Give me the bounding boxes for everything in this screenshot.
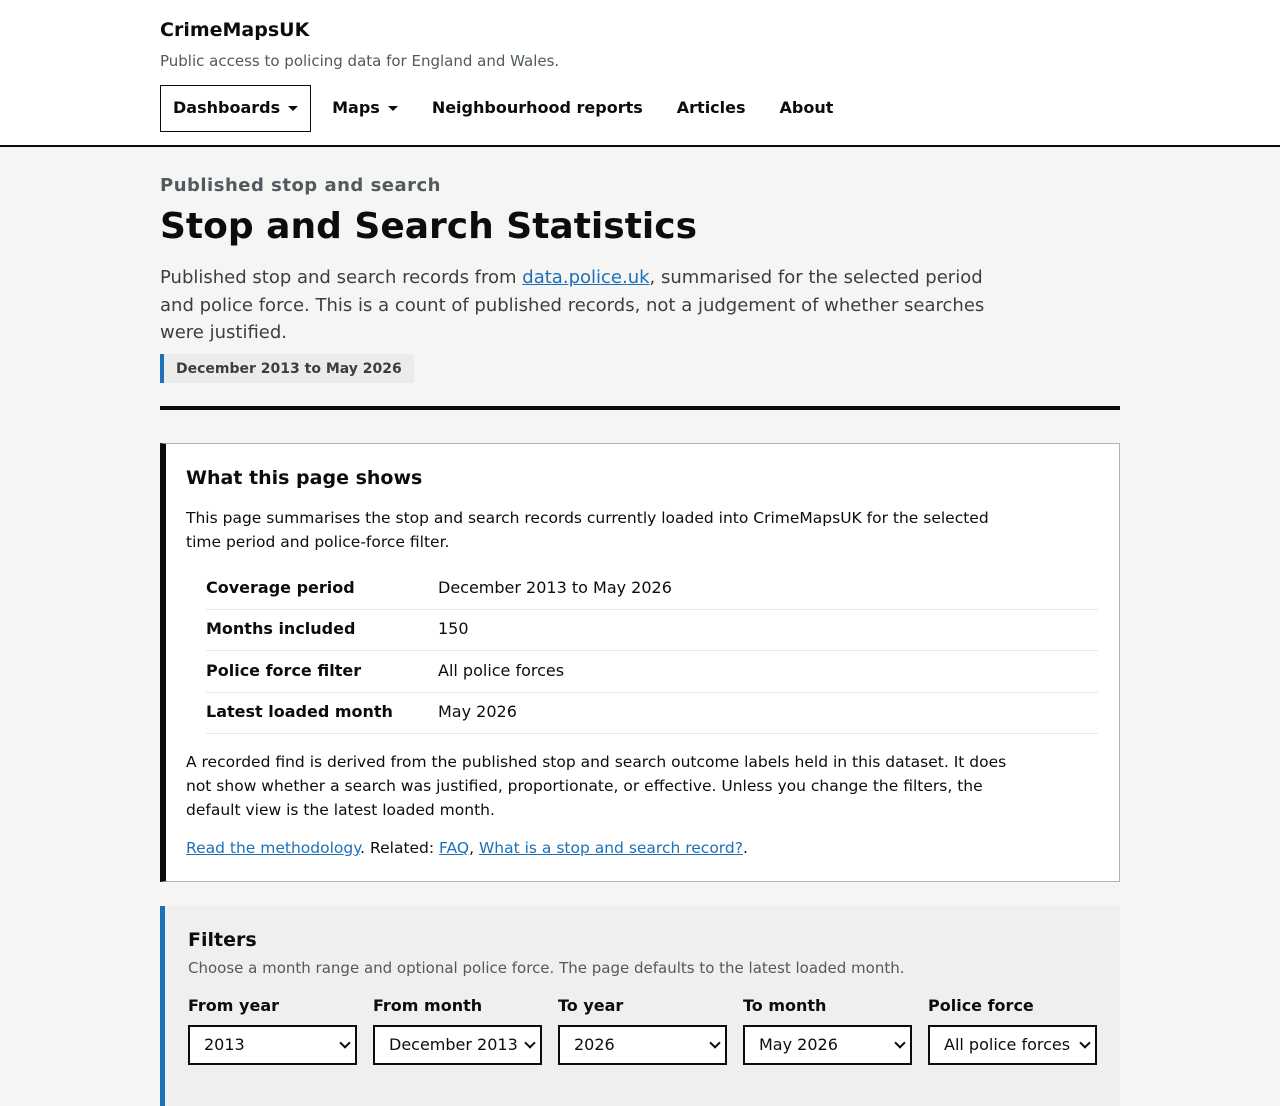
page-title: Stop and Search Statistics (160, 206, 698, 247)
chevron-down-icon (1079, 1037, 1090, 1048)
nav-neighbourhood-reports-label: Neighbourhood reports (431, 97, 643, 117)
to-month-label: To month (743, 996, 827, 1015)
site-title[interactable]: CrimeMapsUK (160, 19, 310, 41)
nav-about[interactable] (763, 85, 851, 132)
to-year-select[interactable] (558, 1025, 727, 1065)
nav-neighbourhood-reports[interactable] (415, 85, 660, 132)
data-police-link[interactable]: data.police.uk (522, 267, 650, 288)
nav-articles[interactable] (660, 85, 763, 132)
caret-down-icon (288, 106, 298, 111)
lead-text-after: , summarised for the selected period and police force. This is a count of published records, not a judgement of whether searches were justified. (160, 267, 985, 343)
faq-link[interactable]: FAQ (439, 839, 470, 857)
site-header (0, 0, 1280, 147)
from-year-value: 2013 (204, 1035, 245, 1054)
summary-value: 150 (438, 619, 469, 639)
what-this-page-shows-panel (160, 443, 1120, 882)
filter-from-year (188, 996, 373, 1065)
section-divider (160, 406, 1120, 410)
nav-maps-label: Maps (332, 97, 380, 117)
stop-search-record-link[interactable]: What is a stop and search record? (478, 839, 743, 857)
police-force-label: Police force (928, 996, 1034, 1015)
summary-row-latest-loaded-month (206, 693, 1098, 735)
main-nav (160, 85, 850, 132)
caret-down-icon (388, 106, 398, 111)
summary-row-months-included (206, 610, 1098, 652)
nav-articles-label: Articles (676, 97, 746, 117)
recorded-find-note: A recorded find is derived from the published stop and search outcome labels held in this dataset. It does not show whether a search was justified, proportionate, or effective. Unless you change the filters, the default view is the latest loaded month. (186, 753, 1007, 819)
page-eyebrow: Published stop and search (160, 175, 441, 196)
from-year-select[interactable] (188, 1025, 357, 1065)
nav-dashboards-label: Dashboards (173, 97, 281, 117)
chevron-down-icon (339, 1037, 350, 1048)
filters-hint: Choose a month range and optional police force. The page defaults to the latest loaded month. (188, 959, 905, 977)
from-month-select[interactable] (373, 1025, 542, 1065)
info-text: This page summarises the stop and search records currently loaded into CrimeMapsUK for the selected time period and police-force filter. (186, 509, 989, 551)
from-month-label: From month (373, 996, 483, 1015)
filter-to-month (743, 996, 928, 1065)
related-label: . Related: (360, 839, 440, 857)
summary-key: Coverage period (206, 577, 355, 597)
filter-from-month (373, 996, 558, 1065)
period-tag: December 2013 to May 2026 (160, 354, 414, 383)
from-year-label: From year (188, 996, 279, 1015)
nav-dashboards[interactable] (160, 85, 311, 132)
link-separator: , (469, 839, 479, 857)
filters-panel (160, 906, 1120, 1106)
related-links (186, 836, 748, 860)
site-tagline: Public access to policing data for England and Wales. (160, 52, 560, 70)
summary-value: All police forces (438, 660, 565, 680)
summary-value: May 2026 (438, 702, 517, 722)
police-force-select[interactable] (928, 1025, 1097, 1065)
to-month-value: May 2026 (759, 1035, 838, 1054)
summary-row-police-force-filter (206, 651, 1098, 693)
chevron-down-icon (709, 1037, 720, 1048)
to-month-select[interactable] (743, 1025, 912, 1065)
nav-maps[interactable] (311, 85, 415, 132)
methodology-link[interactable]: Read the methodology (186, 839, 361, 857)
lead-text-before: Published stop and search records from (160, 267, 523, 288)
links-end: . (742, 839, 748, 857)
summary-key: Police force filter (206, 660, 362, 680)
police-force-value: All police forces (944, 1035, 1071, 1054)
nav-about-label: About (779, 97, 834, 117)
summary-key: Months included (206, 619, 356, 639)
summary-row-coverage-period (206, 568, 1098, 610)
summary-list (206, 568, 1098, 734)
filter-police-force (928, 996, 1113, 1065)
filter-fields (188, 996, 1113, 1065)
summary-key: Latest loaded month (206, 702, 393, 722)
from-month-value: December 2013 (389, 1035, 518, 1054)
chevron-down-icon (524, 1037, 535, 1048)
info-title: What this page shows (186, 467, 423, 489)
summary-value: December 2013 to May 2026 (438, 577, 672, 597)
page-lead (160, 264, 990, 347)
to-year-value: 2026 (574, 1035, 615, 1054)
to-year-label: To year (558, 996, 624, 1015)
filter-to-year (558, 996, 743, 1065)
chevron-down-icon (894, 1037, 905, 1048)
filters-title: Filters (188, 929, 257, 951)
